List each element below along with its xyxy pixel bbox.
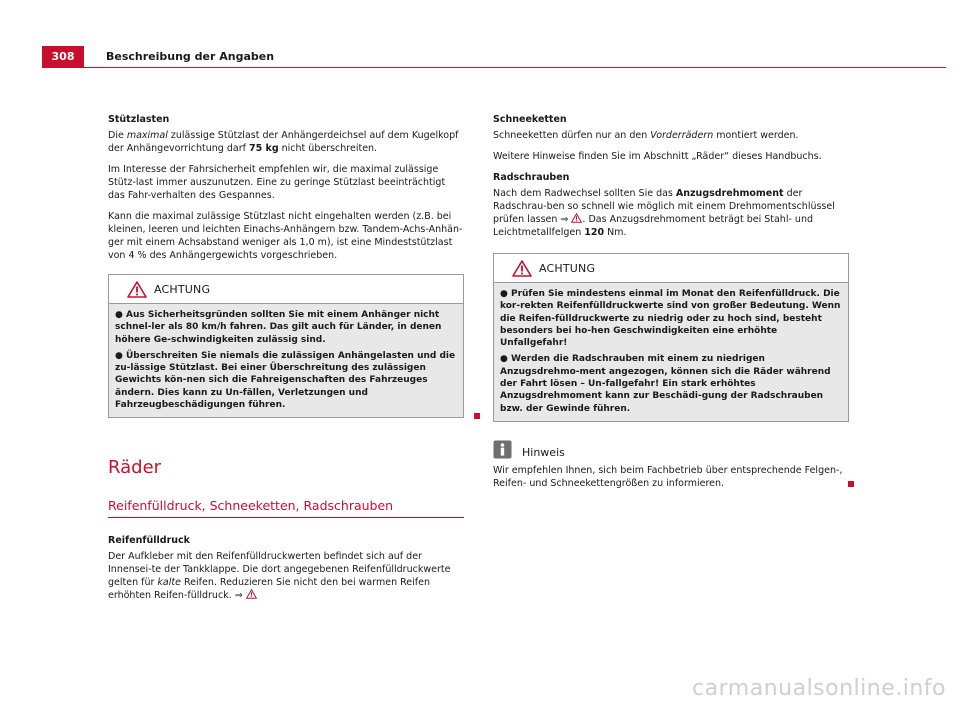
header-title: Beschreibung der Angaben: [106, 50, 275, 63]
warning-triangle-icon: [512, 260, 532, 277]
warning-box-anhaenger: [108, 274, 464, 418]
text-fragment: montiert werden.: [713, 130, 799, 141]
watermark: carmanualsonline.info: [692, 676, 946, 701]
text-fragment: zulässige Stützlast der Anhängerdeichsel auf dem Kugelkopf der Anhängevorrichtung darf: [108, 130, 459, 154]
paragraph-mindeststuetzlast: Kann die maximal zulässige Stützlast nicht eingehalten werden (z.B. bei kleinen, leeren und leichten Einachs-Anhängern bzw. Tandem-Achs-Anhän-ger mit einem Achsabstand weniger als 1,0 m), ist eine Mindeststützlast von 4 % des Anhängergewichts vorgeschrieben.: [108, 211, 463, 261]
warning-item: ● Überschreiten Sie niemals die zulässigen Anhängelasten und die zu-lässige Stützlast. Bei einer Überschreitung des zulässigen Gewichts kön-nen sich die Fahreigenschaften des Fahrzeuges ändern. Dies kann zu Un-fällen, Verletzungen und Fahrzeugbeschädigungen führen.: [115, 350, 456, 411]
paragraph-schneeketten: [493, 129, 849, 142]
warning-box-reifen: [493, 253, 849, 422]
heading-stuetzlasten: Stützlasten: [108, 114, 170, 125]
warning-item: ● Prüfen Sie mindestens einmal im Monat den Reifenfülldruck. Die kor-rekten Reifenfülldruckwerte sind von großer Bedeutung. Wenn die Reifen-fülldruckwerte zu niedrig oder zu hoch sind, besteht besonders bei ho-hen Geschwindigkeiten eine erhöhte Unfallgefahr!: [500, 289, 841, 349]
warning-triangle-icon: [127, 281, 147, 298]
warning-body: [109, 304, 463, 417]
text-fragment: nicht überschreiten.: [278, 143, 378, 154]
text-fragment: . Das Anzugsdrehmoment beträgt bei Stahl- und Leichtmetallfelgen: [493, 214, 813, 238]
text-fragment: Nach dem Radwechsel sollten Sie das: [493, 188, 676, 199]
emphasis-kalte: kalte: [157, 577, 181, 589]
warning-header: [109, 275, 463, 304]
left-column: [108, 113, 464, 610]
header-rule: [42, 67, 946, 69]
warning-item: ● Aus Sicherheitsgründen sollten Sie mit einem Anhänger nicht schnel-ler als 80 km/h fahren. Das gilt auch für Länder, in denen höhere Ge-schwindigkeiten zulässig sind.: [115, 310, 442, 345]
heading-reifenfuelldruck: Reifenfülldruck: [108, 535, 190, 547]
text-fragment: Die: [108, 130, 127, 141]
emphasis-vorderraedern: Vorderrädern: [650, 130, 714, 141]
warning-triangle-icon: [246, 589, 257, 599]
warning-header: [494, 254, 848, 283]
strong-120: 120: [584, 227, 605, 238]
end-marker: [848, 481, 854, 487]
info-note-icon: [493, 440, 512, 459]
text-fragment: Nm.: [604, 227, 627, 238]
hint-text: Wir empfehlen Ihnen, sich beim Fachbetrieb über entsprechende Felgen-, Reifen- und Schneekettengrößen zu informieren.: [493, 464, 843, 489]
text-fragment: Schneeketten dürfen nur an den: [493, 130, 651, 141]
paragraph-radschrauben: [493, 187, 849, 239]
right-column: [493, 113, 849, 498]
text-fragment: Reifen. Reduzieren Sie nicht den bei warmen Reifen erhöhten Reifen-fülldruck. ⇒: [108, 577, 430, 602]
heading-radschrauben: Radschrauben: [493, 172, 570, 183]
emphasis-maximal: maximal: [126, 130, 168, 141]
strong-anzugsdrehmoment: Anzugsdrehmoment: [675, 188, 784, 199]
warning-title: ACHTUNG: [539, 262, 596, 275]
hint-title: Hinweis: [522, 445, 565, 459]
strong-75kg: 75 kg: [248, 143, 279, 154]
paragraph-fahrsicherheit: Im Interesse der Fahrsicherheit empfehlen wir, die maximal zulässige Stütz-last immer auszunutzen. Eine zu geringe Stützlast beeinträchtigt das Fahr-verhalten des Gespannes.: [108, 164, 446, 201]
section-title-raeder: Räder: [108, 457, 162, 479]
heading-schneeketten: Schneeketten: [493, 114, 567, 125]
warning-item: ● Werden die Radschrauben mit einem zu niedrigen Anzugsdrehmo-ment angezogen, können sich die Räder während der Fahrt lösen – Un-fallgefahr! Ein stark erhöhtes Anzugsdrehmoment kann zur Beschädi-gung der Radschrauben bzw. der Gewinde führen.: [500, 354, 831, 414]
warning-triangle-icon: [571, 213, 582, 223]
warning-body: [494, 283, 848, 421]
end-marker: [474, 413, 480, 419]
page-header: [42, 46, 946, 67]
hint-block: [493, 440, 849, 490]
paragraph-weitere-hinweise: Weitere Hinweise finden Sie im Abschnitt „Räder“ dieses Handbuchs.: [493, 151, 822, 162]
text-fragment: der Radschrau-ben so schnell wie möglich mit einem Drehmomentschlüssel prüfen lassen ⇒: [493, 188, 835, 225]
text-fragment: Der Aufkleber mit den Reifenfülldruckwerten befindet sich auf der Innensei-te der Tankklappe. Die dort angegebenen Reifenfülldruckwerte gelten für: [108, 551, 451, 589]
subsection-title: Reifenfülldruck, Schneeketten, Radschrauben: [108, 498, 464, 518]
page-number: 308: [42, 46, 84, 67]
paragraph-reifenfuelldruck: [108, 550, 464, 602]
paragraph-stuetzlast-max: [108, 129, 464, 155]
warning-title: ACHTUNG: [154, 283, 211, 296]
